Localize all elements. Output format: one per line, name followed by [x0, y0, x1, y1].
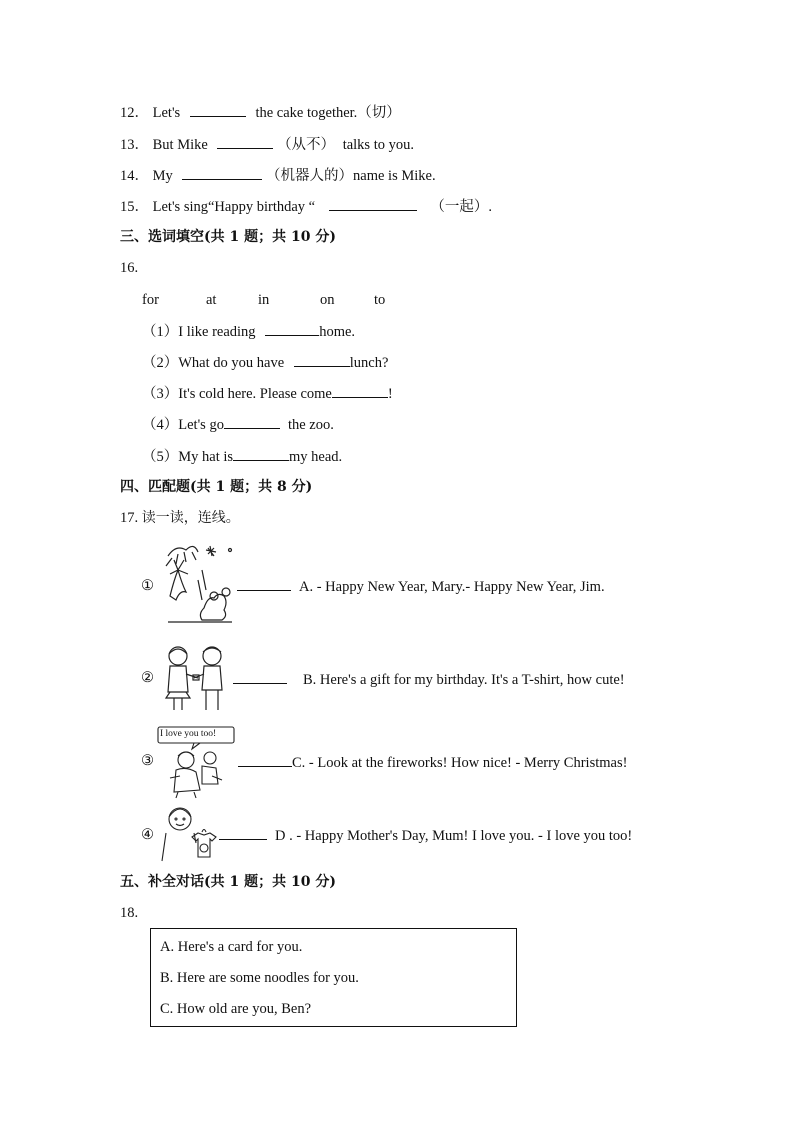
word-option: on: [320, 292, 335, 308]
sub-question-label: （1）: [142, 324, 179, 340]
answer-blank[interactable]: [233, 447, 289, 461]
word-option: in: [258, 292, 270, 308]
answer-blank[interactable]: [224, 415, 280, 429]
answer-blank[interactable]: [217, 135, 273, 149]
match-text: A. - Happy New Year, Mary.- Happy New Year, Jim.: [299, 579, 605, 595]
match-text: D . - Happy Mother's Day, Mum! I love you. - I love you too!: [275, 828, 633, 844]
question-number: 18.: [120, 905, 139, 921]
match-marker: ①: [141, 578, 154, 594]
question-number: 15．: [120, 199, 149, 215]
sub-question-text: I like reading: [178, 324, 256, 340]
word-option: for: [142, 292, 159, 308]
question-number: 16.: [120, 260, 139, 276]
sub-question-label: （5）: [142, 449, 179, 465]
answer-blank[interactable]: [265, 322, 319, 336]
answer-blank[interactable]: [329, 197, 417, 211]
answer-blank[interactable]: [294, 353, 350, 367]
question-text: My: [152, 168, 173, 184]
answer-blank[interactable]: [237, 577, 291, 591]
sub-question-3: [142, 384, 393, 403]
question-text: Let's sing“Happy birthday “: [152, 199, 316, 215]
option-c: C. How old are you, Ben?: [160, 1001, 312, 1017]
sub-question-4: [142, 415, 334, 434]
sub-question-label: （4）: [142, 417, 179, 433]
question-text: talks to you.: [342, 137, 414, 153]
question-13: [120, 135, 414, 154]
two-children-picture: [158, 642, 232, 712]
match-text: C. - Look at the fireworks! How nice! - Merry Christmas!: [292, 755, 628, 771]
question-number: 14．: [120, 168, 149, 184]
answer-blank[interactable]: [182, 166, 262, 180]
option-a: A. Here's a card for you.: [160, 939, 303, 955]
match-row-2: [233, 670, 625, 689]
word-option: to: [374, 292, 386, 308]
sub-question-2: [142, 353, 388, 372]
answer-blank[interactable]: [332, 384, 388, 398]
sub-question-5: [142, 447, 342, 466]
match-marker: ④: [141, 827, 154, 843]
match-marker: ③: [141, 753, 154, 769]
question-number: 17.: [120, 510, 139, 526]
option-b: B. Here are some noodles for you.: [160, 970, 359, 986]
word-option: at: [206, 292, 217, 308]
match-row-1: [237, 577, 605, 596]
speech-bubble-text: I love you too!: [160, 729, 217, 739]
sub-question-text: Let's go: [178, 417, 224, 433]
match-row-4: [219, 826, 632, 845]
sub-question-text: the zoo.: [287, 417, 334, 433]
question-text: But Mike: [152, 137, 208, 153]
sub-question-label: （3）: [142, 386, 179, 402]
question-instruction: 读一读，连线。: [141, 510, 240, 526]
sub-question-text: home.: [319, 324, 356, 340]
word-bank: [142, 291, 385, 309]
sub-question-label: （2）: [142, 355, 179, 371]
question-17-header: [120, 509, 240, 527]
fireworks-picture: [158, 540, 236, 624]
answer-blank[interactable]: [190, 103, 246, 117]
question-text: Let's: [152, 105, 181, 121]
section-heading: 三、选词填空(共 1 题；共 10 分): [120, 229, 336, 245]
sub-question-1: [142, 322, 355, 341]
sub-question-text: !: [387, 386, 393, 402]
sub-question-text: It's cold here. Please come: [178, 386, 332, 402]
question-text: the cake together.（切）: [255, 105, 401, 121]
question-text: （机器人的）name is Mike.: [266, 168, 436, 184]
match-marker: ②: [141, 670, 154, 686]
question-14: [120, 166, 436, 185]
match-row-3: [238, 753, 627, 772]
question-number: 13．: [120, 137, 149, 153]
sub-question-text: What do you have: [178, 355, 285, 371]
tshirt-gift-picture: [156, 803, 220, 863]
section-heading: 四、匹配题(共 1 题；共 8 分): [120, 479, 313, 495]
answer-blank[interactable]: [238, 753, 292, 767]
question-hint: （一起）.: [430, 199, 492, 215]
section-heading: 五、补全对话(共 1 题；共 10 分): [120, 874, 336, 890]
sub-question-text: my head.: [289, 449, 343, 465]
question-12: [120, 103, 401, 122]
question-hint: （从不）: [277, 137, 336, 153]
question-number: 12．: [120, 105, 149, 121]
sub-question-text: My hat is: [178, 449, 234, 465]
match-text: B. Here's a gift for my birthday. It's a T-shirt, how cute!: [303, 672, 625, 688]
question-15: [120, 197, 492, 216]
answer-blank[interactable]: [219, 826, 267, 840]
answer-blank[interactable]: [233, 670, 287, 684]
sub-question-text: lunch?: [349, 355, 389, 371]
